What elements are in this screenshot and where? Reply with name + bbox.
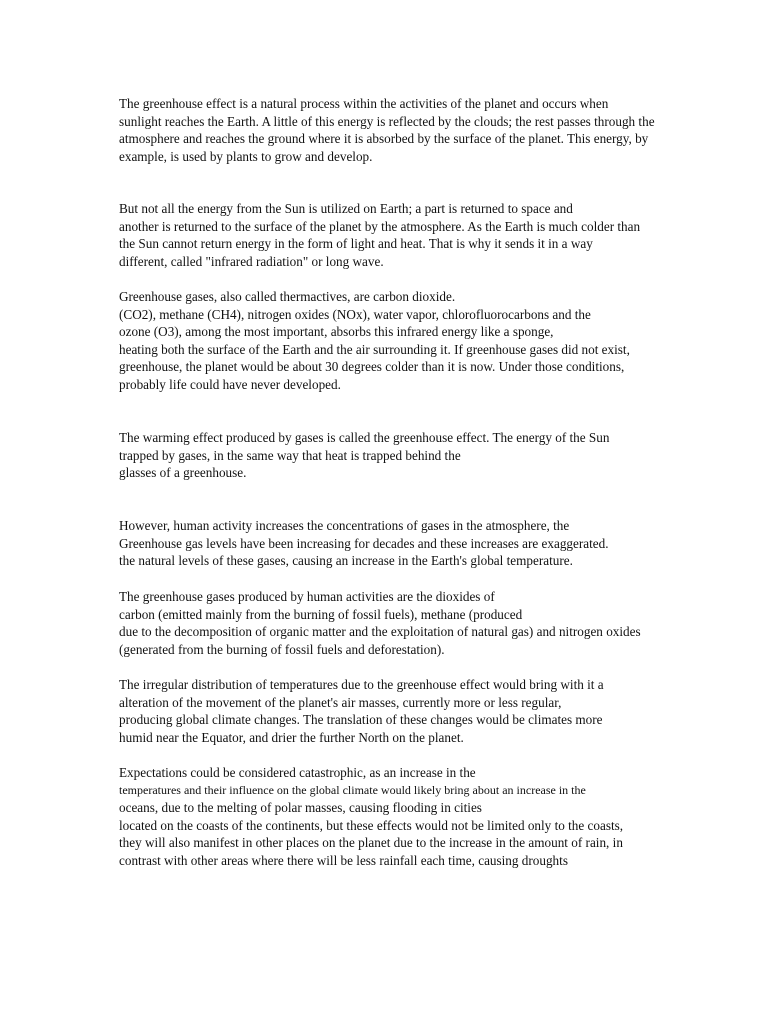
text-line: carbon (emitted mainly from the burning of fossil fuels), methane (produced bbox=[119, 606, 523, 622]
text-line: located on the coasts of the continents, but these effects would not be limited only to the coasts, bbox=[119, 817, 624, 833]
text-line: But not all the energy from the Sun is utilized on Earth; a part is returned to space and bbox=[119, 201, 573, 216]
paragraph-human-gases bbox=[119, 588, 759, 658]
text-line: The irregular distribution of temperatures due to the greenhouse effect would bring with it a bbox=[119, 677, 604, 692]
text-line: (CO2), methane (CH4), nitrogen oxides (NOx), water vapor, chlorofluorocarbons and the bbox=[119, 306, 591, 322]
paragraph-energy-returned bbox=[119, 200, 759, 270]
text-line: greenhouse, the planet would be about 30 degrees colder than it is now. Under those conditions, bbox=[119, 359, 625, 374]
text-line: contrast with other areas where there will be less rainfall each time, causing droughts bbox=[119, 852, 568, 868]
text-line: another is returned to the surface of the planet by the atmosphere. As the Earth is much colder than bbox=[119, 218, 641, 234]
text-line: atmosphere and reaches the ground where it is absorbed by the surface of the planet. This energy, by bbox=[119, 131, 649, 146]
text-line: However, human activity increases the concentrations of gases in the atmosphere, the bbox=[119, 518, 570, 533]
text-line: heating both the surface of the Earth and the air surrounding it. If greenhouse gases did not exist, bbox=[119, 341, 630, 357]
text-line: ozone (O3), among the most important, absorbs this infrared energy like a sponge, bbox=[119, 324, 554, 339]
text-line: oceans, due to the melting of polar masses, causing flooding in cities bbox=[119, 800, 482, 815]
text-line: different, called "infrared radiation" or long wave. bbox=[119, 253, 384, 269]
text-line: sunlight reaches the Earth. A little of this energy is reflected by the clouds; the rest passes through the bbox=[119, 113, 655, 129]
paragraph-expectations bbox=[119, 764, 759, 869]
text-line: Greenhouse gas levels have been increasing for decades and these increases are exaggerated. bbox=[119, 535, 609, 551]
paragraph-human-activity bbox=[119, 517, 759, 570]
text-line: glasses of a greenhouse. bbox=[119, 465, 247, 480]
text-line: trapped by gases, in the same way that heat is trapped behind the bbox=[119, 447, 461, 463]
paragraph-warming-effect bbox=[119, 429, 759, 482]
text-line: the natural levels of these gases, causing an increase in the Earth's global temperature. bbox=[119, 553, 573, 568]
paragraph-irregular-distribution bbox=[119, 676, 759, 746]
paragraph-greenhouse-gases bbox=[119, 288, 759, 393]
text-line: The warming effect produced by gases is called the greenhouse effect. The energy of the Sun bbox=[119, 430, 610, 445]
text-line: producing global climate changes. The translation of these changes would be climates more bbox=[119, 712, 603, 727]
text-line: (generated from the burning of fossil fuels and deforestation). bbox=[119, 641, 445, 657]
text-line: Greenhouse gases, also called thermactives, are carbon dioxide. bbox=[119, 289, 456, 304]
text-line: the Sun cannot return energy in the form of light and heat. That is why it sends it in a way bbox=[119, 236, 593, 251]
text-line: they will also manifest in other places on the planet due to the increase in the amount of rain, in bbox=[119, 835, 623, 850]
text-line: alteration of the movement of the planet's air masses, currently more or less regular, bbox=[119, 694, 562, 710]
text-line: humid near the Equator, and drier the further North on the planet. bbox=[119, 729, 464, 745]
text-line: temperatures and their influence on the global climate would likely bring about an increase in the bbox=[119, 782, 586, 797]
text-line: Expectations could be considered catastrophic, as an increase in the bbox=[119, 765, 476, 780]
text-line: example, is used by plants to grow and develop. bbox=[119, 148, 373, 164]
paragraph-greenhouse-intro bbox=[119, 95, 759, 165]
text-line: probably life could have never developed. bbox=[119, 376, 341, 392]
text-line: due to the decomposition of organic matter and the exploitation of natural gas) and nitrogen oxides bbox=[119, 624, 641, 639]
text-line: The greenhouse gases produced by human activities are the dioxides of bbox=[119, 589, 495, 604]
text-line: The greenhouse effect is a natural process within the activities of the planet and occurs when bbox=[119, 96, 609, 111]
